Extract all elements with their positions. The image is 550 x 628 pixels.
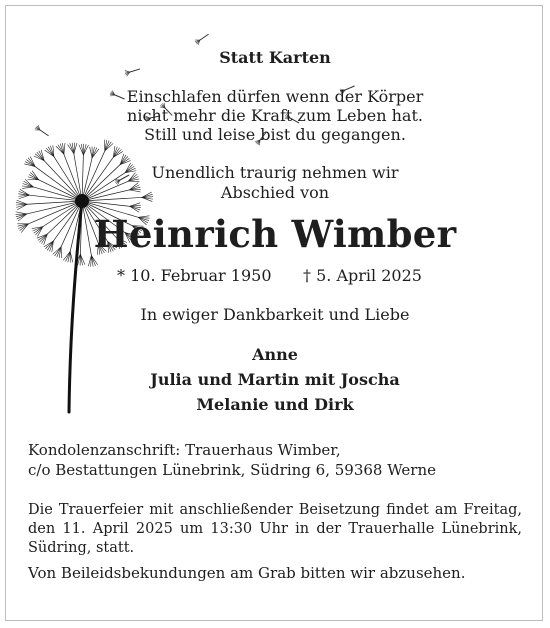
deceased-name: Heinrich Wimber [93,212,457,256]
heading: Statt Karten [219,48,331,67]
mourner-2: Julia und Martin mit Joscha [150,370,400,389]
mourner-3: Melanie und Dirk [196,395,354,414]
funeral-notice: Die Trauerfeier mit anschließender Beisetzung findet am Freitag, den 11. April 2025 um 13:30 Uhr in der Trauerhalle Lünebrink, Südring, statt. [28,502,522,556]
closing-note: Von Beileidsbekundungen am Grab bitten wir abzusehen. [28,564,466,582]
poem-line-2: nicht mehr die Kraft zum Leben hat. [127,106,423,125]
condolence-address-line-1: Kondolenzanschrift: Trauerhaus Wimber, [28,441,341,459]
mourner-1: Anne [252,345,298,364]
poem-line-3: Still und leise bist du gegangen. [144,125,406,144]
announcement-line-2: Abschied von [220,183,330,202]
condolence-address-line-2: c/o Bestattungen Lünebrink, Südring 6, 59368 Werne [28,461,437,479]
poem-line-1: Einschlafen dürfen wenn der Körper [126,87,424,106]
birth-date: * 10. Februar 1950 [117,266,272,285]
death-date: † 5. April 2025 [303,266,422,285]
gratitude-line: In ewiger Dankbarkeit und Liebe [140,305,410,324]
announcement-line-1: Unendlich traurig nehmen wir [151,163,399,182]
